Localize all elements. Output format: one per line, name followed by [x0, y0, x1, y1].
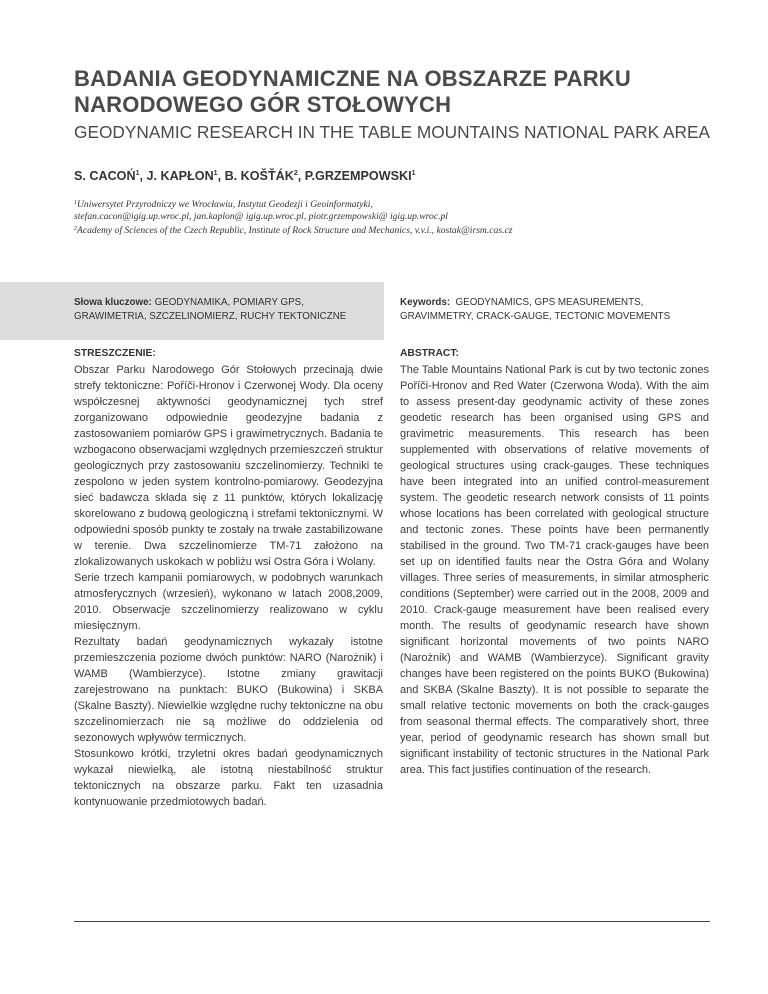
affiliation-2: Academy of Sciences of the Czech Republic, Institute of Rock Structure and Mechanics, v.v.i., kostak@irsm.cas.cz [77, 225, 513, 237]
author-name: P.GRZEMPOWSKI [304, 169, 412, 183]
author-affiliation-mark: 1 [213, 170, 218, 177]
abstract-polish-heading: STRESZCZENIE: [74, 348, 156, 359]
title-polish-line-1: BADANIA GEODYNAMICZNE NA OBSZARZE PARKU [74, 66, 631, 91]
author-affiliation-mark: 2 [293, 170, 298, 177]
author-affiliation-mark: 1 [411, 170, 416, 177]
affiliation-1: Uniwersytet Przyrodniczy we Wrocławiu, Instytut Geodezji i Geoinformatyki, [77, 199, 373, 210]
abstract-english [400, 347, 709, 778]
keywords-english-label: Keywords: [400, 297, 451, 308]
author-name: B. KOŠŤÁK [224, 169, 294, 183]
abstract-english-heading: ABSTRACT: [400, 348, 459, 359]
abstract-polish-paragraph: Stosunkowo krótki, trzyletni okres badań geodynamicznych wykazał niewielką, ale istotną niestabilność struktur tektonicznych na obszarze parku. Fakt ten uzasadnia kontynuowanie przedmiotowych badań. [74, 748, 383, 808]
keywords-polish-text: GEODYNAMIKA, POMIARY GPS, GRAWIMETRIA, SZCZELINOMIERZ, RUCHY TEKTONICZNE [74, 297, 347, 322]
affiliation-mark: 2 [74, 226, 77, 233]
author-name: S. CACOŃ [74, 169, 136, 183]
title-polish [74, 66, 714, 118]
abstract-polish-paragraph: Obszar Parku Narodowego Gór Stołowych przecinają dwie strefy tektoniczne: Poříči-Hronov i Czerwonej Wody. Dla oceny współczesnej aktywności geodynamicznej tych stref zorganizowano odpowiednie geodezyjne badania z zastosowaniem pomiarów GPS i grawimetrycznych. Badania te wzbogacono obserwacjami względnych przemieszczeń struktur geologicznych przy zastosowaniu szczelinomierzy. Techniki te zespolono w jeden system kontrolno-pomiarowy. Geodezyjna sieć badawcza składa się z 11 punktów, których lokalizację skorelowano z budową geologiczną i strefami tektonicznymi. W odpowiedni sposób punkty te zostały na trwałe zastabilizowane w terenie. Dwa szczelinomierze TM-71 założono na zlokalizowanych uskokach w pobliżu wsi Ostra Góra i Wolany. [74, 364, 383, 568]
abstract-english-paragraph: The Table Mountains National Park is cut by two tectonic zones Poříči-Hronov and Red Water (Czerwona Woda). With the aim to assess present-day geodynamic activity of these zones geodetic research has been organised using GPS and gravimetric measurements. This research has been supplemented with observations of relative movements of geological structures using crack-gauges. These techniques have been integrated into an unified control-measurement system. The geodetic research network consists of 11 points whose locations has been correlated with geological structure and tectonic zones. These points have been permanently stabilised in the ground. Two TM-71 crack-gauges have been set up on identified faults near the Ostra Góra and Wolany villages. Three series of measurements, in similar atmospheric conditions (September) were carried out in the 2008, 2009 and 2010. Crack-gauge measurement have been realised every month. The results of geodynamic research have shown significant horizontal movements of two points NARO (Narożnik) and WAMB (Wambierzyce). Significant gravity changes have been registered on the points BUKO (Bukowina) and SKBA (Skalne Baszty). It is not possible to separate the small relative tectonic movements on both the crack-gauges from seasonal thermal effects. The comparatively short, three year, period of geodynamic research has shown small but significant instability of tectonic structures in the National Park area. This fact justifies continuation of the research. [400, 364, 709, 776]
footer-divider [74, 921, 710, 922]
abstract-polish-paragraph: Serie trzech kampanii pomiarowych, w podobnych warunkach atmosferycznych (wrzesień), wykonano w latach 2008,2009, 2010. Obserwacje szczelinomierzy realizowano w cyklu miesięcznym. [74, 572, 383, 632]
author-name: J. KAPŁON [146, 169, 214, 183]
keywords-english-text: GEODYNAMICS, GPS MEASUREMENTS, GRAVIMMETRY, CRACK-GAUGE, TECTONIC MOVEMENTS [400, 297, 671, 322]
keywords-english [400, 282, 700, 340]
title-english: GEODYNAMIC RESEARCH IN THE TABLE MOUNTAINS NATIONAL PARK AREA [74, 122, 711, 142]
affiliations [74, 197, 714, 238]
keywords-polish [0, 282, 384, 340]
abstract-polish-paragraph: Rezultaty badań geodynamicznych wykazały istotne przemieszczenia poziome dwóch punktów: NARO (Narożnik) i WAMB (Wambierzyce). Istotne zmiany grawitacji zarejestrowano na punktach: BUKO (Bukowina) i SKBA (Skalne Baszty). Niewielkie względne ruchy tektoniczne na obu szczelinomierzach nie są możliwe do oddzielenia od sezonowych wpływów termicznych. [74, 636, 383, 744]
keywords-polish-label: Słowa kluczowe: [74, 297, 152, 308]
affiliation-1-emails: stefan.cacon@igig.up.wroc.pl, jan.kaplon@ igig.up.wroc.pl, piotr.grzempowski@ igig.up.wroc.pl [74, 211, 448, 223]
title-polish-line-2: NARODOWEGO GÓR STOŁOWYCH [74, 92, 452, 117]
author-affiliation-mark: 1 [135, 170, 140, 177]
affiliation-mark: 1 [74, 200, 77, 206]
author-list: S. CACOŃ$^1$, J. KAPŁON$^1$, B. KOŠŤÁK$^2$, P.GRZEMPOWSKI$^1$ [74, 169, 416, 183]
abstract-polish [74, 347, 383, 810]
